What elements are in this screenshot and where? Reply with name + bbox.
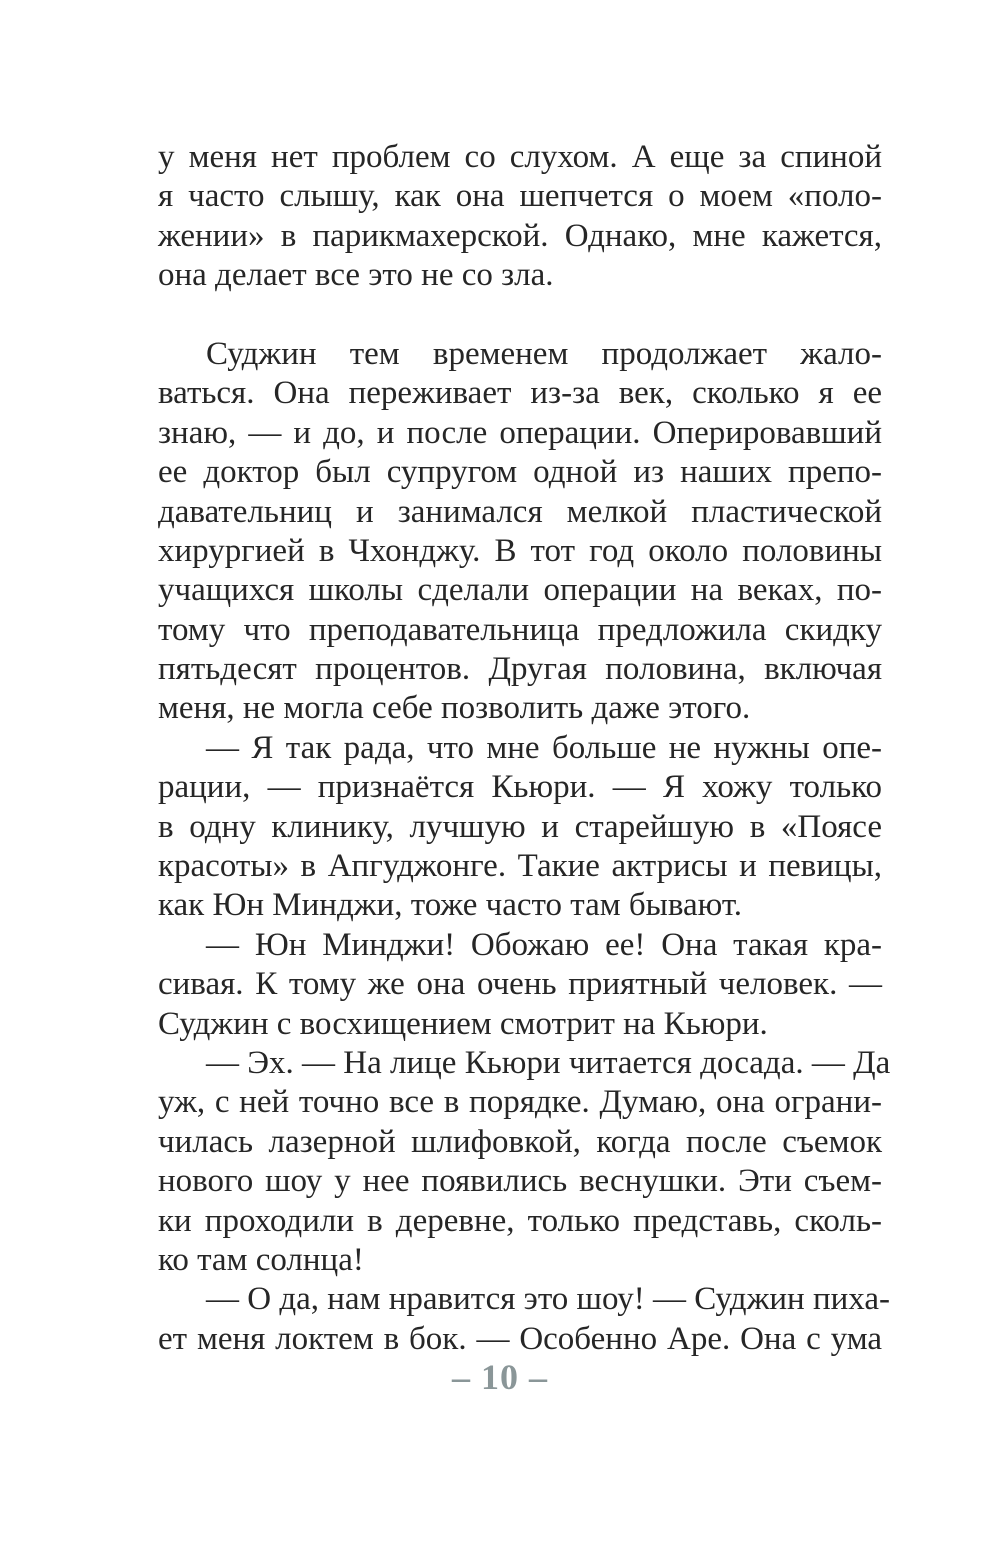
text-line: ее доктор был супругом одной из наших препо- xyxy=(158,454,882,491)
text-line: — Юн Минджи! Обожаю ее! Она такая кра- xyxy=(206,926,882,963)
paragraph xyxy=(158,1280,890,1359)
text-line: красоты» в Апгуджонге. Такие актрисы и певицы, xyxy=(158,848,882,885)
text-line: как Юн Минджи, тоже часто там бывают. xyxy=(158,887,743,924)
text-line: она делает все это не со зла. xyxy=(158,257,554,294)
text-line: учащихся школы сделали операции на веках, по- xyxy=(158,572,882,609)
paragraph xyxy=(158,729,882,926)
paragraph xyxy=(158,926,882,1044)
text-line: жении» в парикмахерской. Однако, мне кажется, xyxy=(158,217,882,254)
page-number: – 10 – xyxy=(452,1357,548,1397)
text-line: — О да, нам нравится это шоу! — Суджин пиха- xyxy=(206,1281,890,1318)
text-line: уж, с ней точно все в порядке. Думаю, она ограни- xyxy=(158,1084,882,1121)
text-line: тому что преподавательница предложила скидку xyxy=(158,611,882,648)
text-line: нового шоу у нее появились веснушки. Эти съем- xyxy=(158,1163,882,1200)
paragraph xyxy=(158,1044,891,1280)
paragraph xyxy=(158,138,882,296)
text-line: чилась лазерной шлифовкой, когда после съемок xyxy=(158,1123,882,1160)
text-line: — Эх. — На лице Кьюри читается досада. — Да xyxy=(206,1044,891,1081)
text-line: хирургией в Чхонджу. В тот год около половины xyxy=(158,532,882,569)
text-line: давательниц и занимался мелкой пластической xyxy=(158,493,882,530)
body-text xyxy=(158,138,891,1359)
text-line: ет меня локтем в бок. — Особенно Аре. Она с ума xyxy=(158,1320,882,1357)
text-line: ваться. Она переживает из-за век, сколько я ее xyxy=(158,375,882,412)
text-line: сивая. К тому же она очень приятный человек. — xyxy=(158,966,882,1003)
text-line: рации, — признаётся Кьюри. — Я хожу только xyxy=(158,769,882,806)
text-line: — Я так рада, что мне больше не нужны опе- xyxy=(206,729,882,766)
text-line: Суджин с восхищением смотрит на Кьюри. xyxy=(158,1005,768,1042)
text-line: ко там солнца! xyxy=(158,1241,364,1278)
paragraph xyxy=(158,335,882,729)
text-line: у меня нет проблем со слухом. А еще за спиной xyxy=(158,139,882,175)
text-line: меня, не могла себе позволить даже этого. xyxy=(158,690,751,727)
text-line: пятьдесят процентов. Другая половина, включая xyxy=(158,651,882,688)
text-line: я часто слышу, как она шепчется о моем «поло- xyxy=(158,178,882,215)
text-line: Суджин тем временем продолжает жало- xyxy=(206,335,882,372)
paragraph-gap xyxy=(158,296,882,335)
text-line: знаю, — и до, и после операции. Оперировавший xyxy=(158,414,882,451)
text-line: в одну клинику, лучшую и старейшую в «Поясе xyxy=(158,808,882,845)
text-line: ки проходили в деревне, только представь, сколь- xyxy=(158,1202,882,1239)
